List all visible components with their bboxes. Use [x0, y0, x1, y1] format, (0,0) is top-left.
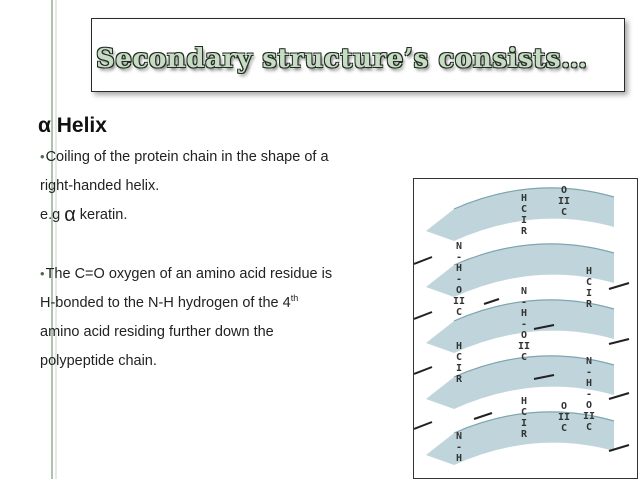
residue-label: O	[560, 185, 568, 196]
residue-label: -	[455, 252, 463, 263]
residue-label: N	[455, 431, 463, 442]
hydrogen-bond-line	[474, 413, 492, 419]
superscript-th: th	[290, 293, 299, 304]
residue-label: H	[520, 193, 528, 204]
bullet-2-line-1: •The C=O oxygen of an amino acid residue is	[40, 266, 333, 282]
residue-label: C	[560, 423, 568, 434]
alpha-helix-figure	[413, 178, 638, 479]
residue-label: C	[520, 204, 528, 215]
residue-label: R	[520, 429, 528, 440]
bullet-2-line-3: amino acid residing further down the	[40, 324, 274, 340]
residue-label: C	[585, 277, 593, 288]
hydrogen-bond-line	[609, 339, 629, 344]
residue-label: -	[520, 297, 528, 308]
residue-label: II	[517, 341, 531, 352]
residue-label: -	[455, 442, 463, 453]
bullet-2-line-4: polypeptide chain.	[40, 353, 157, 369]
bullet-2-line-2: H-bonded to the N-H hydrogen of the 4th	[40, 293, 299, 311]
residue-label: H	[520, 308, 528, 319]
alpha-symbol: α	[64, 204, 76, 226]
residue-label: O	[560, 401, 568, 412]
blank-line	[40, 230, 410, 259]
residue-label: H	[455, 341, 463, 352]
residue-label: I	[455, 363, 463, 374]
residue-label: N	[585, 356, 593, 367]
residue-label: II	[557, 196, 571, 207]
residue-label: R	[455, 374, 463, 385]
section-heading: α Helix	[38, 114, 107, 137]
residue-label: H	[585, 378, 593, 389]
bullet-1-example: e.g α keratin.	[40, 204, 128, 226]
hydrogen-bond-line	[414, 257, 432, 264]
slide-body	[40, 142, 410, 376]
residue-label: C	[455, 352, 463, 363]
residue-label: I	[520, 215, 528, 226]
residue-label: -	[520, 319, 528, 330]
hydrogen-bond-line	[414, 312, 432, 319]
residue-label: N	[455, 241, 463, 252]
hydrogen-bond-line	[414, 422, 432, 429]
residue-label: II	[452, 296, 466, 307]
bullet-1-line-1: •Coiling of the protein chain in the shape of a	[40, 149, 329, 165]
residue-label: R	[520, 226, 528, 237]
residue-label: -	[455, 274, 463, 285]
residue-label: H	[455, 453, 463, 464]
residue-label: H	[520, 396, 528, 407]
hydrogen-bond-line	[484, 299, 499, 304]
hydrogen-bond-line	[609, 283, 629, 289]
residue-label: C	[560, 207, 568, 218]
bullet-icon: •	[40, 149, 45, 164]
residue-label: I	[585, 288, 593, 299]
residue-label: C	[520, 407, 528, 418]
residue-label: H	[455, 263, 463, 274]
residue-label: I	[520, 418, 528, 429]
residue-label: H	[585, 266, 593, 277]
residue-label: -	[585, 389, 593, 400]
residue-label: O	[585, 400, 593, 411]
residue-label: C	[520, 352, 528, 363]
helix-diagram	[414, 179, 638, 479]
residue-label: II	[557, 412, 571, 423]
residue-label: -	[585, 367, 593, 378]
residue-label: C	[455, 307, 463, 318]
residue-label: N	[520, 286, 528, 297]
residue-label: O	[520, 330, 528, 341]
residue-label: R	[585, 299, 593, 310]
residue-label: II	[582, 411, 596, 422]
hydrogen-bond-line	[414, 367, 432, 374]
slide-title: Secondary structure’s consists…	[96, 44, 588, 74]
bullet-1-line-2: right-handed helix.	[40, 178, 160, 194]
bullet-icon: •	[40, 266, 45, 281]
residue-label: O	[455, 285, 463, 296]
residue-label: C	[585, 422, 593, 433]
